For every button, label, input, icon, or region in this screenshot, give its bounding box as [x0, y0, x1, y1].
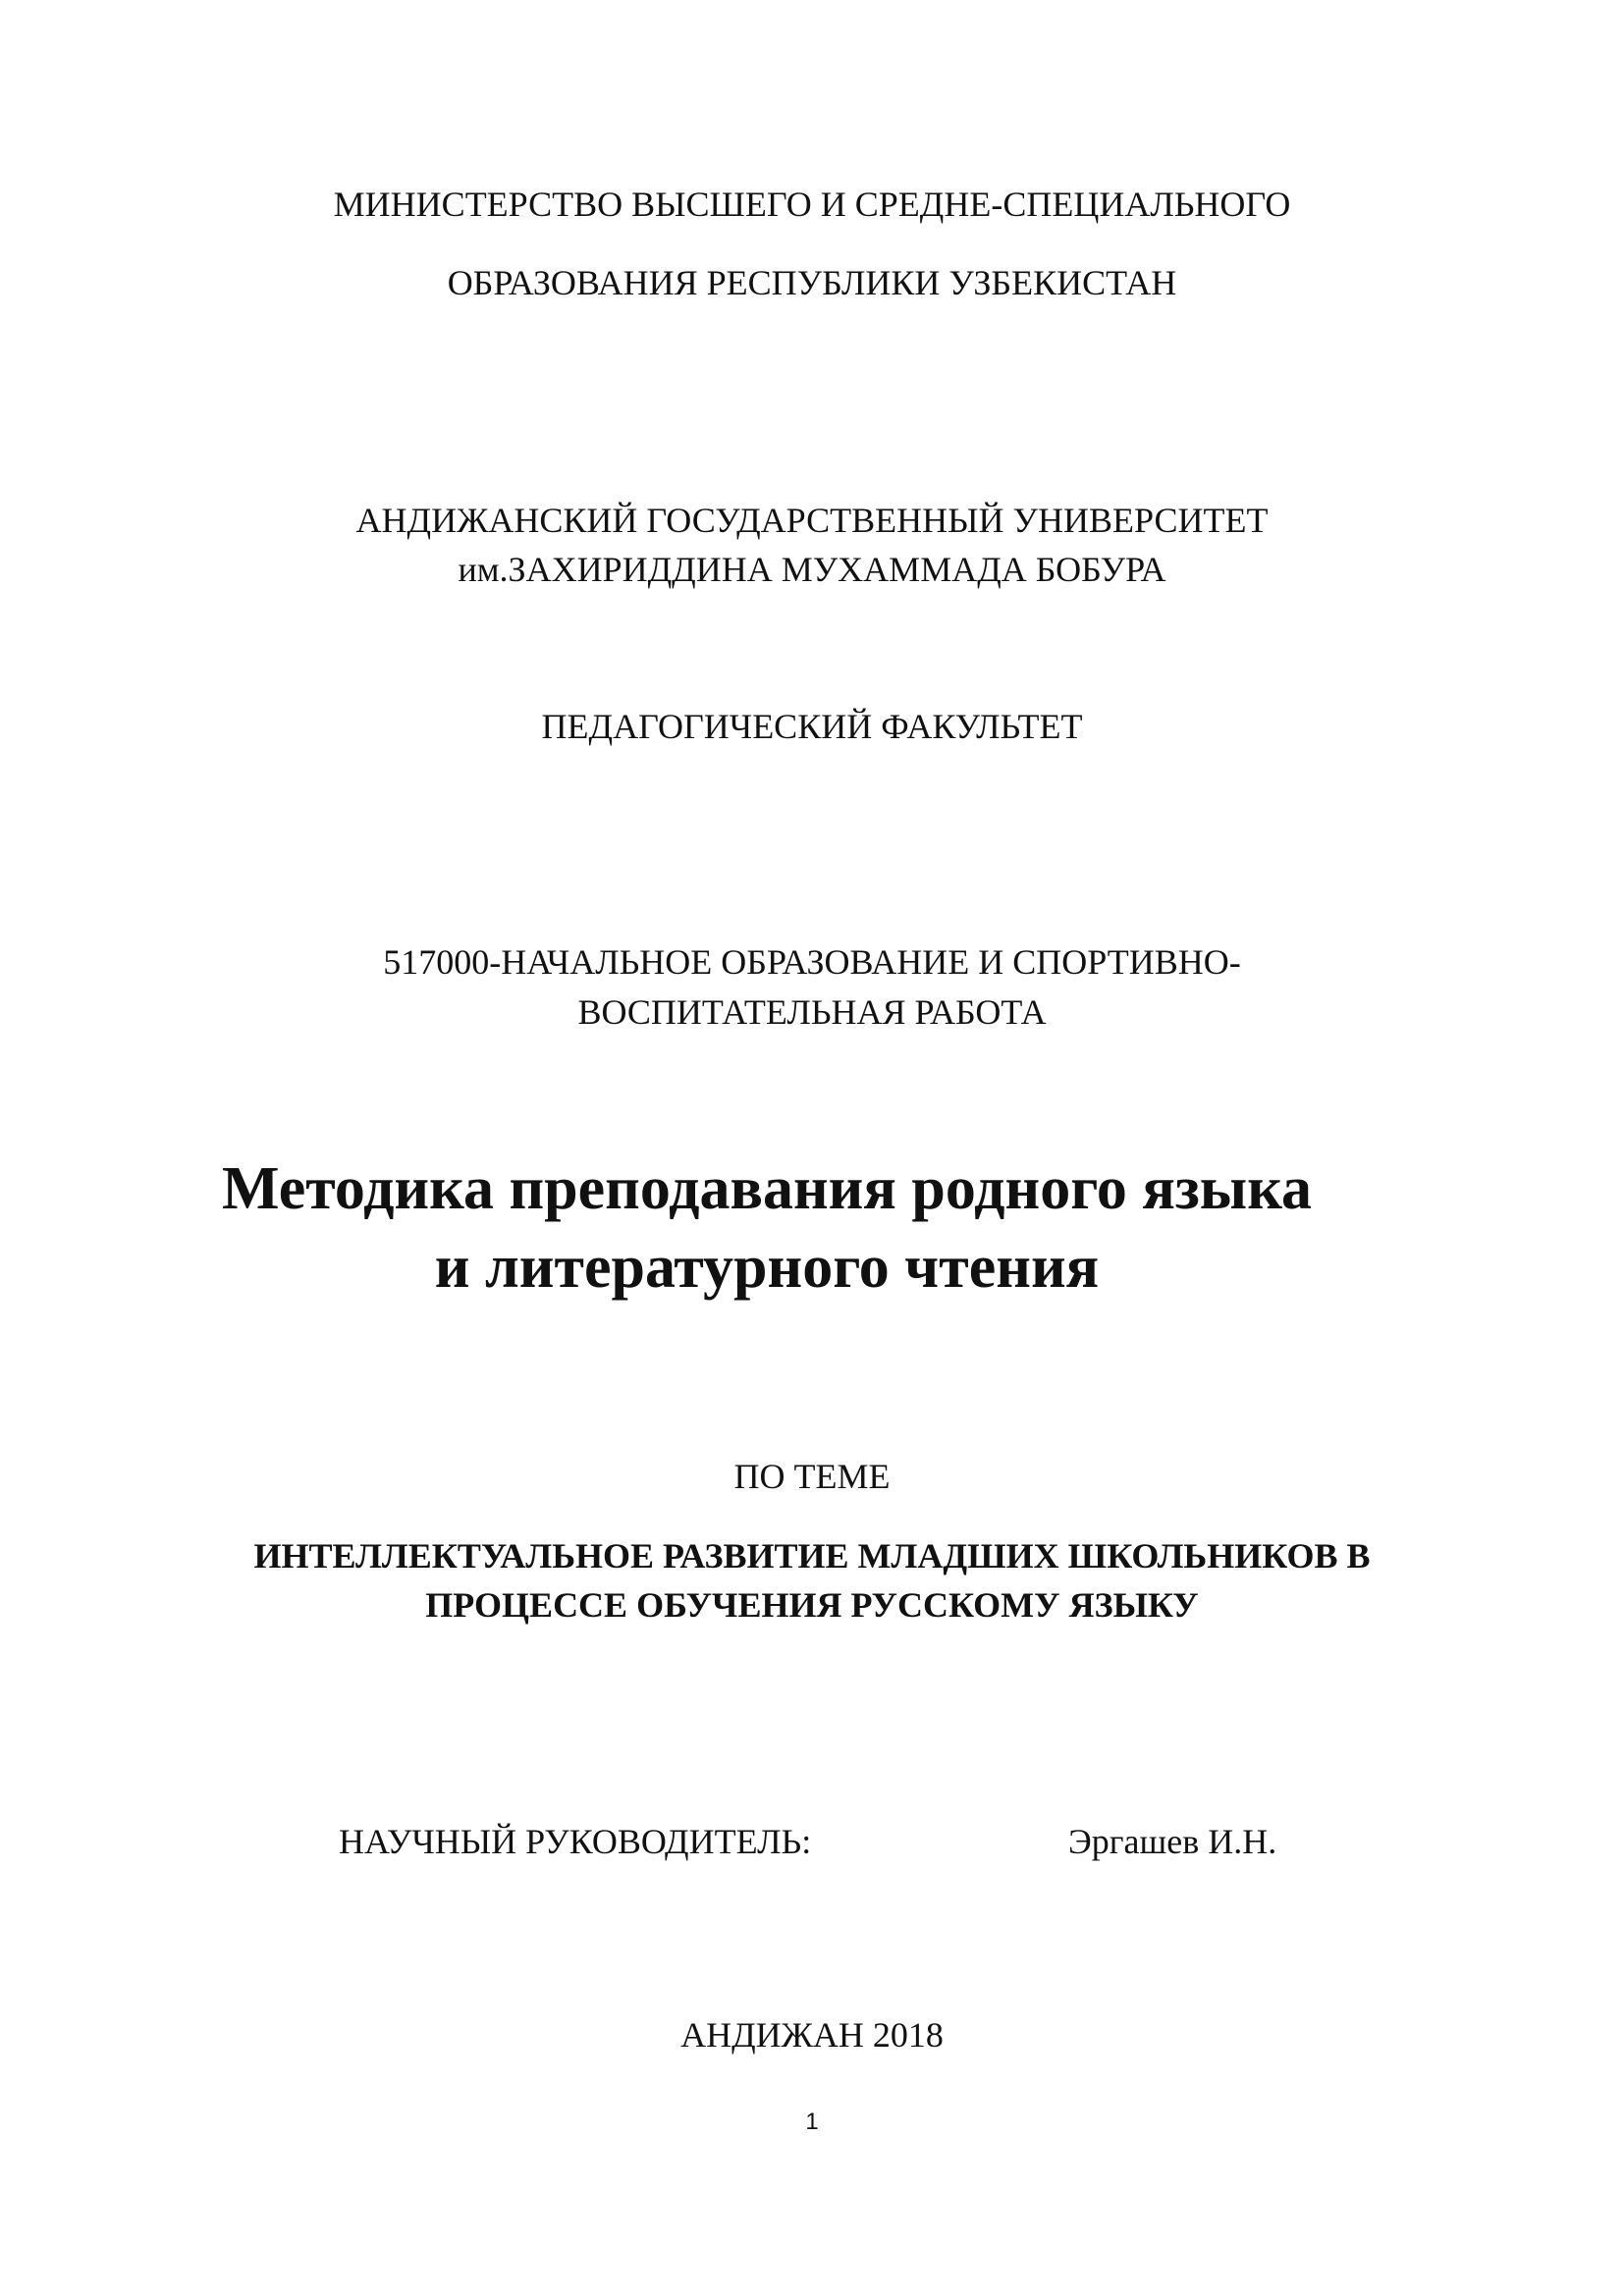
subject-title-line-2: и литературного чтения [434, 1234, 1100, 1301]
page-number: 1 [805, 2109, 819, 2135]
ministry-line-2: ОБРАЗОВАНИЯ РЕСПУБЛИКИ УЗБЕКИСТАН [447, 263, 1177, 302]
university-line-2: им.ЗАХИРИДДИНА МУХАММАДА БОБУРА [458, 550, 1166, 589]
supervisor-name: Эргашев И.Н. [1068, 1822, 1277, 1861]
faculty-name: ПЕДАГОГИЧЕСКИЙ ФАКУЛЬТЕТ [541, 707, 1083, 746]
city-year: АНДИЖАН 2018 [680, 2015, 944, 2055]
specialty-line-2: ВОСПИТАТЕЛЬНАЯ РАБОТА [577, 992, 1047, 1032]
specialty-line-1: 517000-НАЧАЛЬНОЕ ОБРАЗОВАНИЕ И СПОРТИВНО- [383, 942, 1241, 982]
topic-label: ПО ТЕМЕ [733, 1457, 891, 1496]
subject-title-line-1: Методика преподавания родного языка [222, 1155, 1312, 1222]
university-line-1: АНДИЖАНСКИЙ ГОСУДАРСТВЕННЫЙ УНИВЕРСИТЕТ [355, 501, 1269, 540]
topic-title-line-1: ИНТЕЛЛЕКТУАЛЬНОЕ РАЗВИТИЕ МЛАДШИХ ШКОЛЬНИКОВ В [253, 1536, 1371, 1575]
ministry-line-1: МИНИСТЕРСТВО ВЫСШЕГО И СРЕДНЕ-СПЕЦИАЛЬНОГО [333, 185, 1291, 224]
topic-title-line-2: ПРОЦЕССЕ ОБУЧЕНИЯ РУССКОМУ ЯЗЫКУ [425, 1585, 1199, 1625]
supervisor-label: НАУЧНЫЙ РУКОВОДИТЕЛЬ: [339, 1822, 812, 1861]
